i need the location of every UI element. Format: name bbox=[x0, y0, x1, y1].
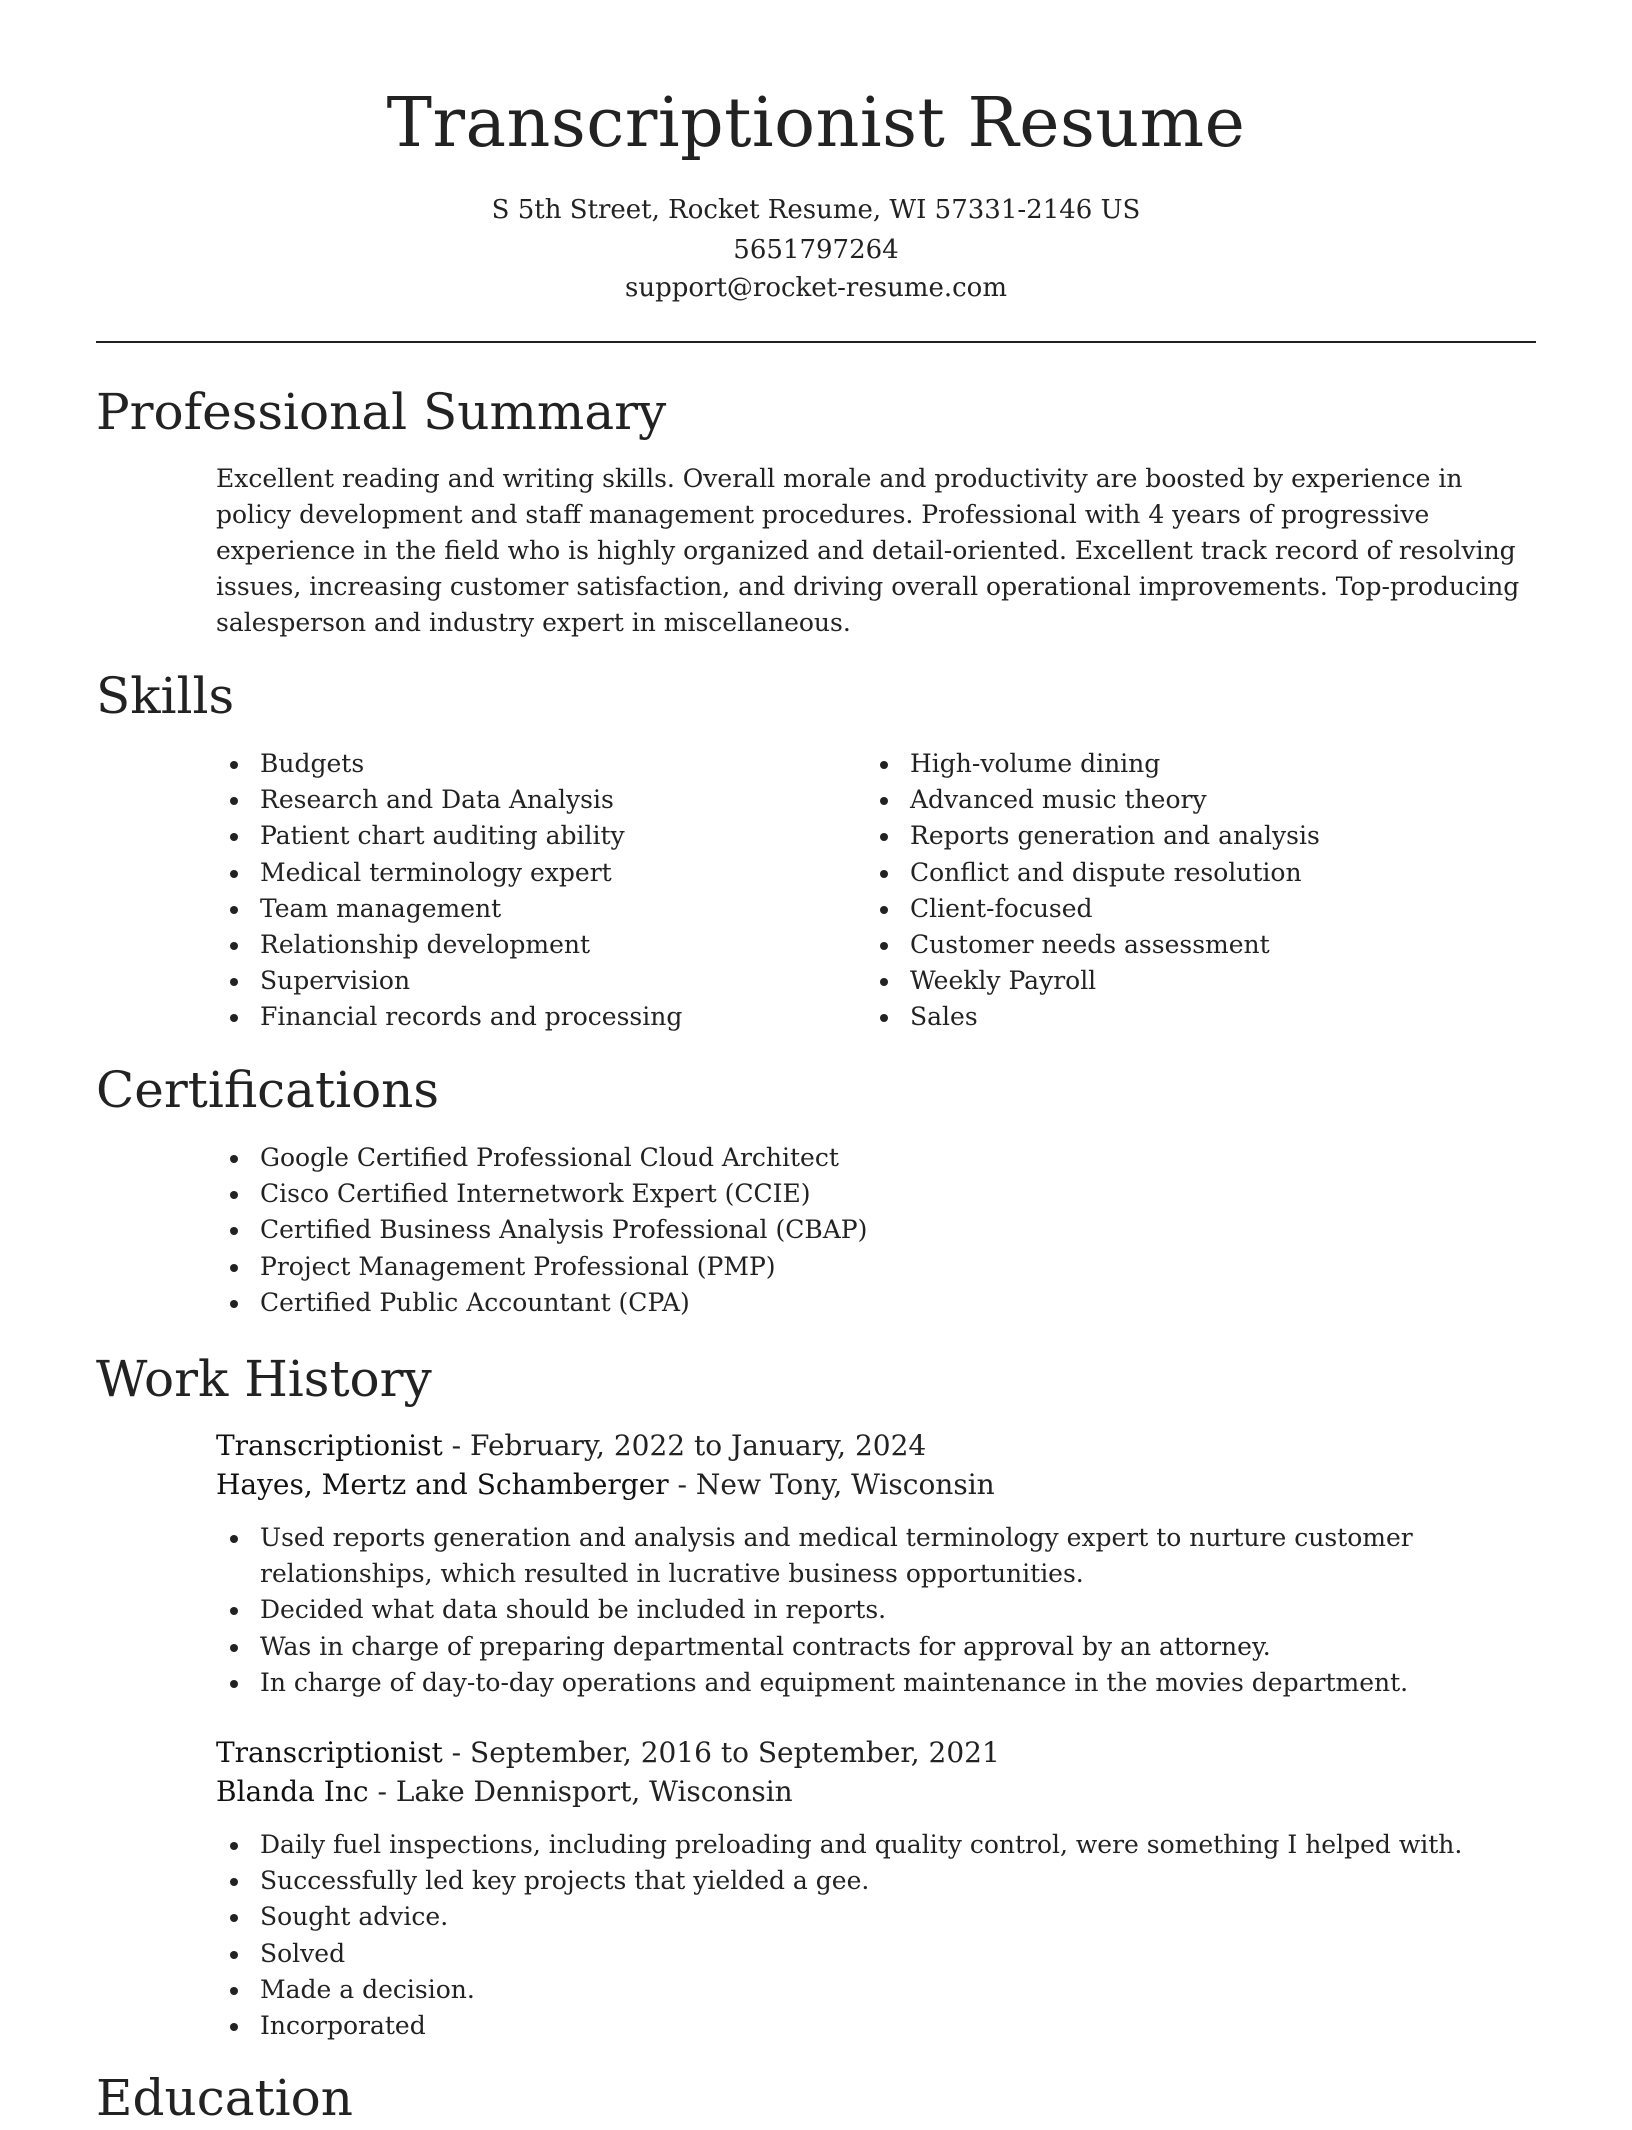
job-company: Blanda Inc bbox=[216, 1775, 369, 1808]
skill-item: Supervision bbox=[216, 963, 836, 999]
job-role: Transcriptionist bbox=[216, 1736, 443, 1769]
skill-item: Customer needs assessment bbox=[866, 927, 1526, 963]
skill-item: Patient chart auditing ability bbox=[216, 818, 836, 854]
certification-item: Cisco Certified Internetwork Expert (CCIE) bbox=[216, 1176, 1516, 1212]
job-duty-item: Sought advice. bbox=[216, 1899, 1536, 1935]
work-history-heading: Work History bbox=[96, 1350, 432, 1408]
skill-item: Advanced music theory bbox=[866, 782, 1526, 818]
contact-email: support@rocket-resume.com bbox=[624, 273, 1007, 303]
job-duty-item: Daily fuel inspections, including preloading and quality control, were something I helped with. bbox=[216, 1827, 1536, 1863]
job-duty-item: Made a decision. bbox=[216, 1972, 1536, 2008]
certification-item: Google Certified Professional Cloud Architect bbox=[216, 1140, 1516, 1176]
job-duty-item: Successfully led key projects that yielded a gee. bbox=[216, 1863, 1536, 1899]
job-duty-item: Was in charge of preparing departmental contracts for approval by an attorney. bbox=[216, 1629, 1536, 1665]
skill-item: Conflict and dispute resolution bbox=[866, 855, 1526, 891]
skills-list-right bbox=[866, 746, 1526, 1036]
header-divider bbox=[96, 341, 1536, 343]
job-title-line bbox=[216, 1733, 1516, 1773]
job-dates: - February, 2022 to January, 2024 bbox=[442, 1429, 927, 1462]
job-company: Hayes, Mertz and Schamberger bbox=[216, 1468, 669, 1501]
skill-item: Sales bbox=[866, 999, 1526, 1035]
skill-item: Client-focused bbox=[866, 891, 1526, 927]
skill-item: Team management bbox=[216, 891, 836, 927]
job-duty-item: Solved bbox=[216, 1936, 1536, 1972]
job-title-line bbox=[216, 1426, 1516, 1466]
certification-item: Certified Public Accountant (CPA) bbox=[216, 1285, 1516, 1321]
contact-phone: 5651797264 bbox=[733, 235, 899, 265]
skill-item: Research and Data Analysis bbox=[216, 782, 836, 818]
resume-title: Transcriptionist Resume bbox=[386, 84, 1246, 163]
job-role: Transcriptionist bbox=[216, 1429, 443, 1462]
job-duty-item: Used reports generation and analysis and medical terminology expert to nurture customer relationships, which resulted in lucrative business opportunities. bbox=[216, 1520, 1536, 1592]
job-company-line bbox=[216, 1772, 1516, 1812]
skill-item: Medical terminology expert bbox=[216, 855, 836, 891]
job-location: - Lake Dennisport, Wisconsin bbox=[368, 1775, 793, 1808]
certifications-heading: Certifications bbox=[96, 1061, 440, 1119]
job-duty-item: In charge of day-to-day operations and equipment maintenance in the movies department. bbox=[216, 1665, 1536, 1701]
skill-item: Reports generation and analysis bbox=[866, 818, 1526, 854]
skill-item: Financial records and processing bbox=[216, 999, 836, 1035]
job-location: - New Tony, Wisconsin bbox=[668, 1468, 995, 1501]
skills-heading: Skills bbox=[96, 667, 235, 725]
job-duties-list bbox=[216, 1520, 1536, 1701]
job-dates: - September, 2016 to September, 2021 bbox=[442, 1736, 1000, 1769]
education-heading: Education bbox=[96, 2069, 353, 2127]
certification-item: Project Management Professional (PMP) bbox=[216, 1249, 1516, 1285]
certifications-list bbox=[216, 1140, 1516, 1321]
summary-heading: Professional Summary bbox=[96, 383, 667, 441]
job-duty-item: Incorporated bbox=[216, 2008, 1536, 2044]
skill-item: High-volume dining bbox=[866, 746, 1526, 782]
skill-item: Relationship development bbox=[216, 927, 836, 963]
contact-address: S 5th Street, Rocket Resume, WI 57331-2146 US bbox=[491, 195, 1141, 225]
skill-item: Budgets bbox=[216, 746, 836, 782]
job-duty-item: Decided what data should be included in reports. bbox=[216, 1592, 1536, 1628]
certification-item: Certified Business Analysis Professional (CBAP) bbox=[216, 1212, 1516, 1248]
job-company-line bbox=[216, 1465, 1516, 1505]
skill-item: Weekly Payroll bbox=[866, 963, 1526, 999]
skills-list-left bbox=[216, 746, 836, 1036]
job-duties-list bbox=[216, 1827, 1536, 2044]
summary-text: Excellent reading and writing skills. Overall morale and productivity are boosted by experience in policy development and staff management procedures. Professional with 4 years of progressive experience in the field who is highly organized and detail-oriented. Excellent track record of resolving issues, increasing customer satisfaction, and driving overall operational improvements. Top-producing salesperson and industry expert in miscellaneous. bbox=[216, 464, 1520, 637]
